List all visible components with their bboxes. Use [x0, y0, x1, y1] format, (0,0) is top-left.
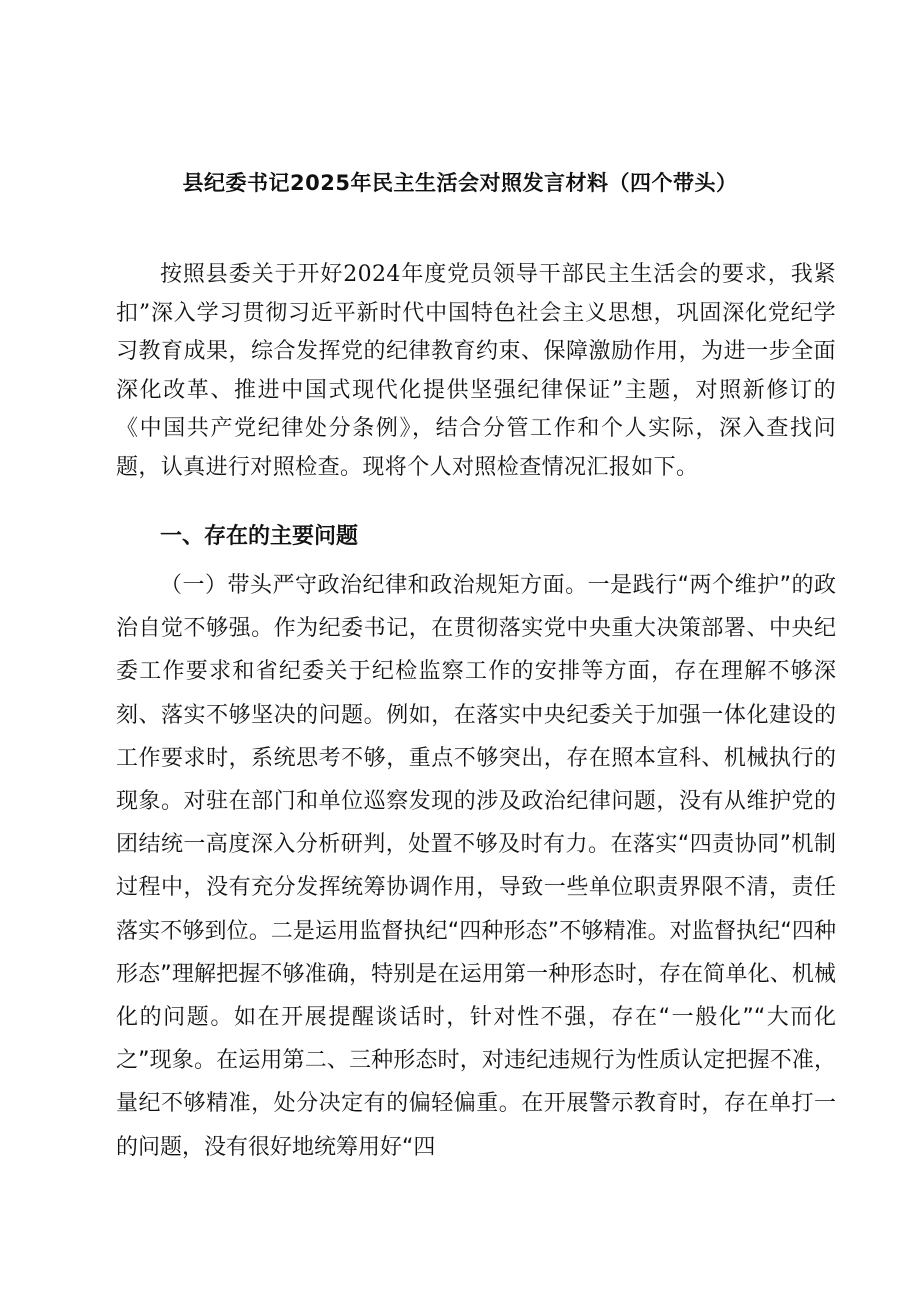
section-heading-main-problems: 一、存在的主要问题: [160, 524, 359, 549]
section-paragraph-political-discipline: （一）带头严守政治纪律和政治规矩方面。一是践行“两个维护”的政治自觉不够强。作为纪委书记，在贯彻落实党中央重大决策部署、中央纪委工作要求和省纪委关于纪检监察工作的安排等方面，存在理解不够深刻、落实不够坚决的问题。例如，在落实中央纪委关于加强一体化建设的工作要求时，系统思考不够，重点不够突出，存在照本宣科、机械执行的现象。对驻在部门和单位巡察发现的涉及政治纪律问题，没有从维护党的团结统一高度深入分析研判，处置不够及时有力。在落实“四责协同”机制过程中，没有充分发挥统筹协调作用，导致一些单位职责界限不清，责任落实不够到位。二是运用监督执纪“四种形态”不够精准。对监督执纪“四种形态”理解把握不够准确，特别是在运用第一种形态时，存在简单化、机械化的问题。如在开展提醒谈话时，针对性不强，存在“一般化”“大而化之”现象。在运用第二、三种形态时，对违纪违规行为性质认定把握不准，量纪不够精准，处分决定有的偏轻偏重。在开展警示教育时，存在单打一的问题，没有很好地统筹用好“四: [116, 573, 836, 1160]
intro-paragraph: 按照县委关于开好2024年度党员领导干部民主生活会的要求，我紧扣”深入学习贯彻习近平新时代中国特色社会主义思想，巩固深化党纪学习教育成果，综合发挥党的纪律教育约束、保障激励作用，为进一步全面深化改革、推进中国式现代化提供坚强纪律保证”主题，对照新修订的《中国共产党纪律处分条例》，结合分管工作和个人实际，深入查找问题，认真进行对照检查。现将个人对照检查情况汇报如下。: [116, 262, 836, 480]
document-title: 县纪委书记2025年民主生活会对照发言材料（四个带头）: [182, 171, 738, 195]
